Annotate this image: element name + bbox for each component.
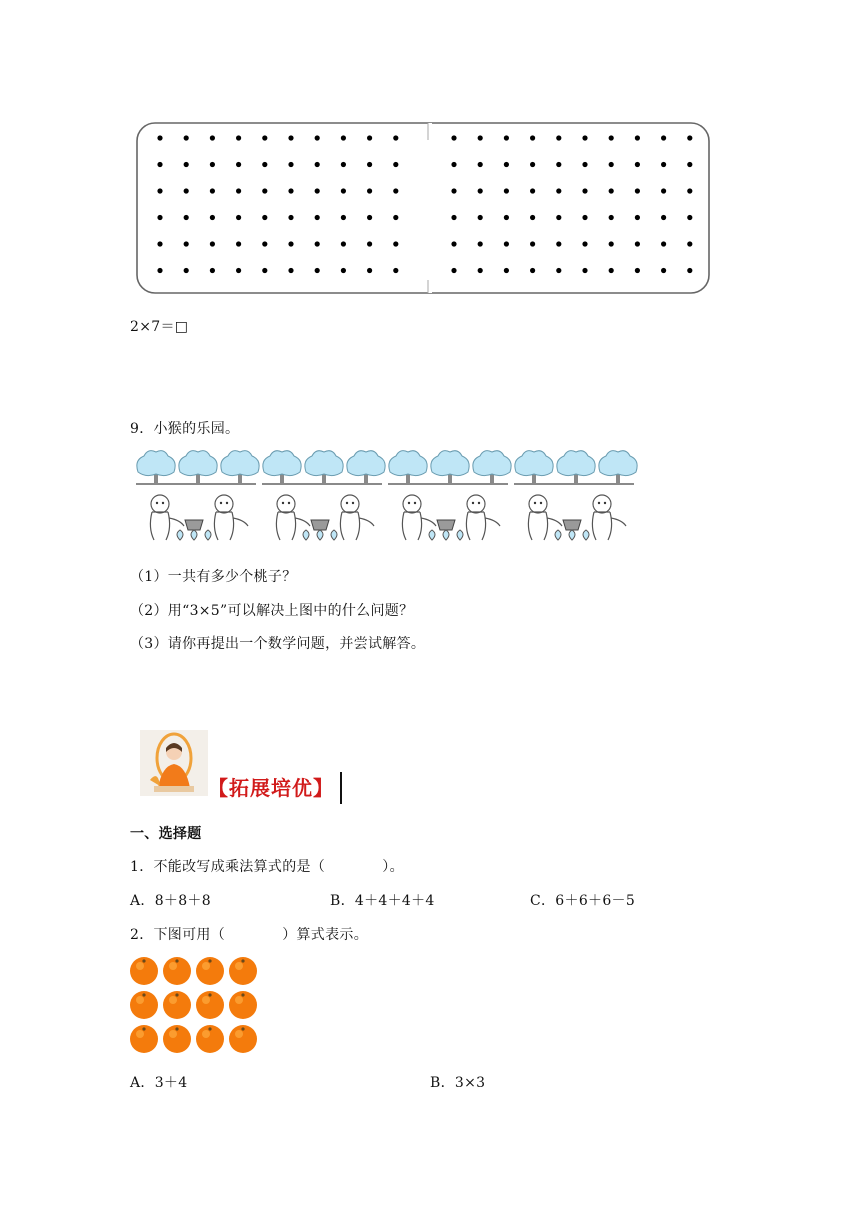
dot (236, 135, 241, 140)
orange-icon (196, 991, 224, 1019)
dot (236, 162, 241, 167)
peach-icon (555, 530, 561, 540)
basket-icon (185, 520, 203, 530)
orange-icon (229, 991, 257, 1019)
dot (687, 215, 692, 220)
orange-icon (229, 1025, 257, 1053)
dot (315, 241, 320, 246)
orange-icon (130, 957, 158, 985)
dot (262, 215, 267, 220)
choice-1-option-a: A．8＋8＋8 (130, 893, 211, 909)
dot (451, 241, 456, 246)
dot (687, 188, 692, 193)
dot (582, 135, 587, 140)
orange-icon (163, 991, 191, 1019)
right-dot-grid (451, 135, 692, 273)
dot (478, 188, 483, 193)
dot (288, 162, 293, 167)
dot (556, 241, 561, 246)
dot (451, 215, 456, 220)
question-9-title: 9．小猴的乐园。 (130, 421, 240, 437)
section-heading: 一、选择题 (130, 826, 202, 842)
dot (262, 162, 267, 167)
dot (478, 162, 483, 167)
dot (210, 268, 215, 273)
peach-icon (569, 530, 575, 540)
dot (184, 241, 189, 246)
tree-icon (221, 451, 259, 484)
dot (504, 162, 509, 167)
dot (609, 241, 614, 246)
section-banner-text: 【拓展培优】 (208, 776, 334, 800)
teacher-avatar-icon (140, 730, 208, 796)
choice-2-option-b: B．3×3 (430, 1075, 486, 1091)
dot (609, 215, 614, 220)
dot (341, 188, 346, 193)
dot (635, 188, 640, 193)
dot (530, 135, 535, 140)
dot (367, 268, 372, 273)
choice-1-option-b: B．4＋4＋4＋4 (330, 893, 435, 909)
section-banner (208, 772, 342, 804)
dot (184, 188, 189, 193)
dot (687, 268, 692, 273)
tree-icon (557, 451, 595, 484)
dot (341, 135, 346, 140)
dot (556, 268, 561, 273)
basket-icon (311, 520, 329, 530)
dot (661, 268, 666, 273)
equation: 2×7＝□ (130, 319, 189, 335)
dot (262, 268, 267, 273)
question-9-sub-2: （2）用“3×5”可以解决上图中的什么问题？ (130, 603, 414, 619)
orange-icon (196, 957, 224, 985)
monkey-park-illustration (136, 448, 640, 546)
dot (504, 135, 509, 140)
dot (367, 162, 372, 167)
choice-2-option-a: A．3＋4 (130, 1075, 188, 1091)
monkey-icon (466, 495, 500, 540)
dot (367, 241, 372, 246)
dot (315, 162, 320, 167)
tree-icon (431, 451, 469, 484)
dot (236, 268, 241, 273)
dot (504, 268, 509, 273)
left-dot-grid (157, 135, 398, 273)
dot (530, 162, 535, 167)
dot (393, 162, 398, 167)
dot (661, 215, 666, 220)
dot (582, 162, 587, 167)
dot (341, 215, 346, 220)
dot (635, 268, 640, 273)
tree-icon (263, 451, 301, 484)
dot (210, 188, 215, 193)
dot (478, 241, 483, 246)
dot (315, 215, 320, 220)
dot (609, 135, 614, 140)
dot (210, 241, 215, 246)
dot (609, 268, 614, 273)
dot (157, 162, 162, 167)
dot (582, 215, 587, 220)
choice-1-option-c: C．6＋6＋6－5 (530, 893, 636, 909)
dot (451, 135, 456, 140)
peach-icon (317, 530, 323, 540)
dot (315, 188, 320, 193)
dot (262, 188, 267, 193)
dot (393, 241, 398, 246)
monkey-group (262, 451, 385, 540)
monkey-group (388, 451, 511, 540)
dot (315, 268, 320, 273)
orange-icon (130, 991, 158, 1019)
dot (393, 215, 398, 220)
dot (661, 162, 666, 167)
dot (635, 135, 640, 140)
dot (262, 135, 267, 140)
dot (530, 241, 535, 246)
dot (556, 135, 561, 140)
monkey-icon (340, 495, 374, 540)
dot (288, 241, 293, 246)
dot (609, 162, 614, 167)
tree-icon (389, 451, 427, 484)
dot (635, 241, 640, 246)
dot (236, 215, 241, 220)
dot (478, 268, 483, 273)
dot (210, 215, 215, 220)
orange-icon (196, 1025, 224, 1053)
dot (661, 135, 666, 140)
peach-icon (443, 530, 449, 540)
dot (341, 241, 346, 246)
dot (687, 135, 692, 140)
dot (661, 241, 666, 246)
dot (582, 268, 587, 273)
monkey-group (514, 451, 637, 540)
dot-board-frame (137, 123, 709, 293)
dot (288, 135, 293, 140)
dot (157, 241, 162, 246)
dot (530, 215, 535, 220)
dot (451, 188, 456, 193)
dot (393, 268, 398, 273)
peach-icon (429, 530, 435, 540)
dot (288, 188, 293, 193)
dot (393, 188, 398, 193)
dot (451, 162, 456, 167)
dot (210, 135, 215, 140)
basket-icon (437, 520, 455, 530)
dot (687, 241, 692, 246)
dot (635, 162, 640, 167)
orange-icon (163, 957, 191, 985)
dot (478, 135, 483, 140)
dot (556, 162, 561, 167)
dot (687, 162, 692, 167)
question-9-sub-1: （1）一共有多少个桃子？ (130, 569, 297, 585)
dot (236, 241, 241, 246)
dot (315, 135, 320, 140)
orange-icon (229, 957, 257, 985)
dot (504, 241, 509, 246)
dot (504, 215, 509, 220)
peach-icon (457, 530, 463, 540)
dot (262, 241, 267, 246)
dot (184, 215, 189, 220)
dot (530, 188, 535, 193)
peach-icon (303, 530, 309, 540)
dot (184, 162, 189, 167)
tree-icon (137, 451, 175, 484)
dot (582, 188, 587, 193)
dot (556, 188, 561, 193)
choice-2-stem: 2．下图可用（ ）算式表示。 (130, 927, 369, 943)
dot (451, 268, 456, 273)
tree-icon (347, 451, 385, 484)
peach-icon (331, 530, 337, 540)
peach-icon (583, 530, 589, 540)
tree-icon (599, 451, 637, 484)
tree-icon (515, 451, 553, 484)
dot (288, 268, 293, 273)
dot (609, 188, 614, 193)
dot (530, 268, 535, 273)
dot (367, 135, 372, 140)
dot (288, 215, 293, 220)
basket-icon (563, 520, 581, 530)
dot-board-figure (134, 120, 712, 296)
dot (184, 135, 189, 140)
dot (341, 268, 346, 273)
question-9-sub-3: （3）请你再提出一个数学问题，并尝试解答。 (130, 636, 426, 652)
dot (210, 162, 215, 167)
dot (157, 268, 162, 273)
monkey-icon (214, 495, 248, 540)
dot (184, 268, 189, 273)
dot (236, 188, 241, 193)
dot (393, 135, 398, 140)
monkey-group (136, 451, 259, 540)
dot (341, 162, 346, 167)
dot (478, 215, 483, 220)
oranges-illustration (128, 955, 260, 1055)
orange-icon (163, 1025, 191, 1053)
tree-icon (305, 451, 343, 484)
tree-icon (179, 451, 217, 484)
choice-1-stem: 1．不能改写成乘法算式的是（ ）。 (130, 859, 404, 875)
dot (367, 188, 372, 193)
dot (157, 188, 162, 193)
dot (504, 188, 509, 193)
peach-icon (177, 530, 183, 540)
monkey-icon (592, 495, 626, 540)
peach-icon (191, 530, 197, 540)
tree-icon (473, 451, 511, 484)
peach-icon (205, 530, 211, 540)
dot (367, 215, 372, 220)
dot (635, 215, 640, 220)
dot (661, 188, 666, 193)
dot (157, 135, 162, 140)
dot (157, 215, 162, 220)
orange-icon (130, 1025, 158, 1053)
dot (582, 241, 587, 246)
dot (556, 215, 561, 220)
